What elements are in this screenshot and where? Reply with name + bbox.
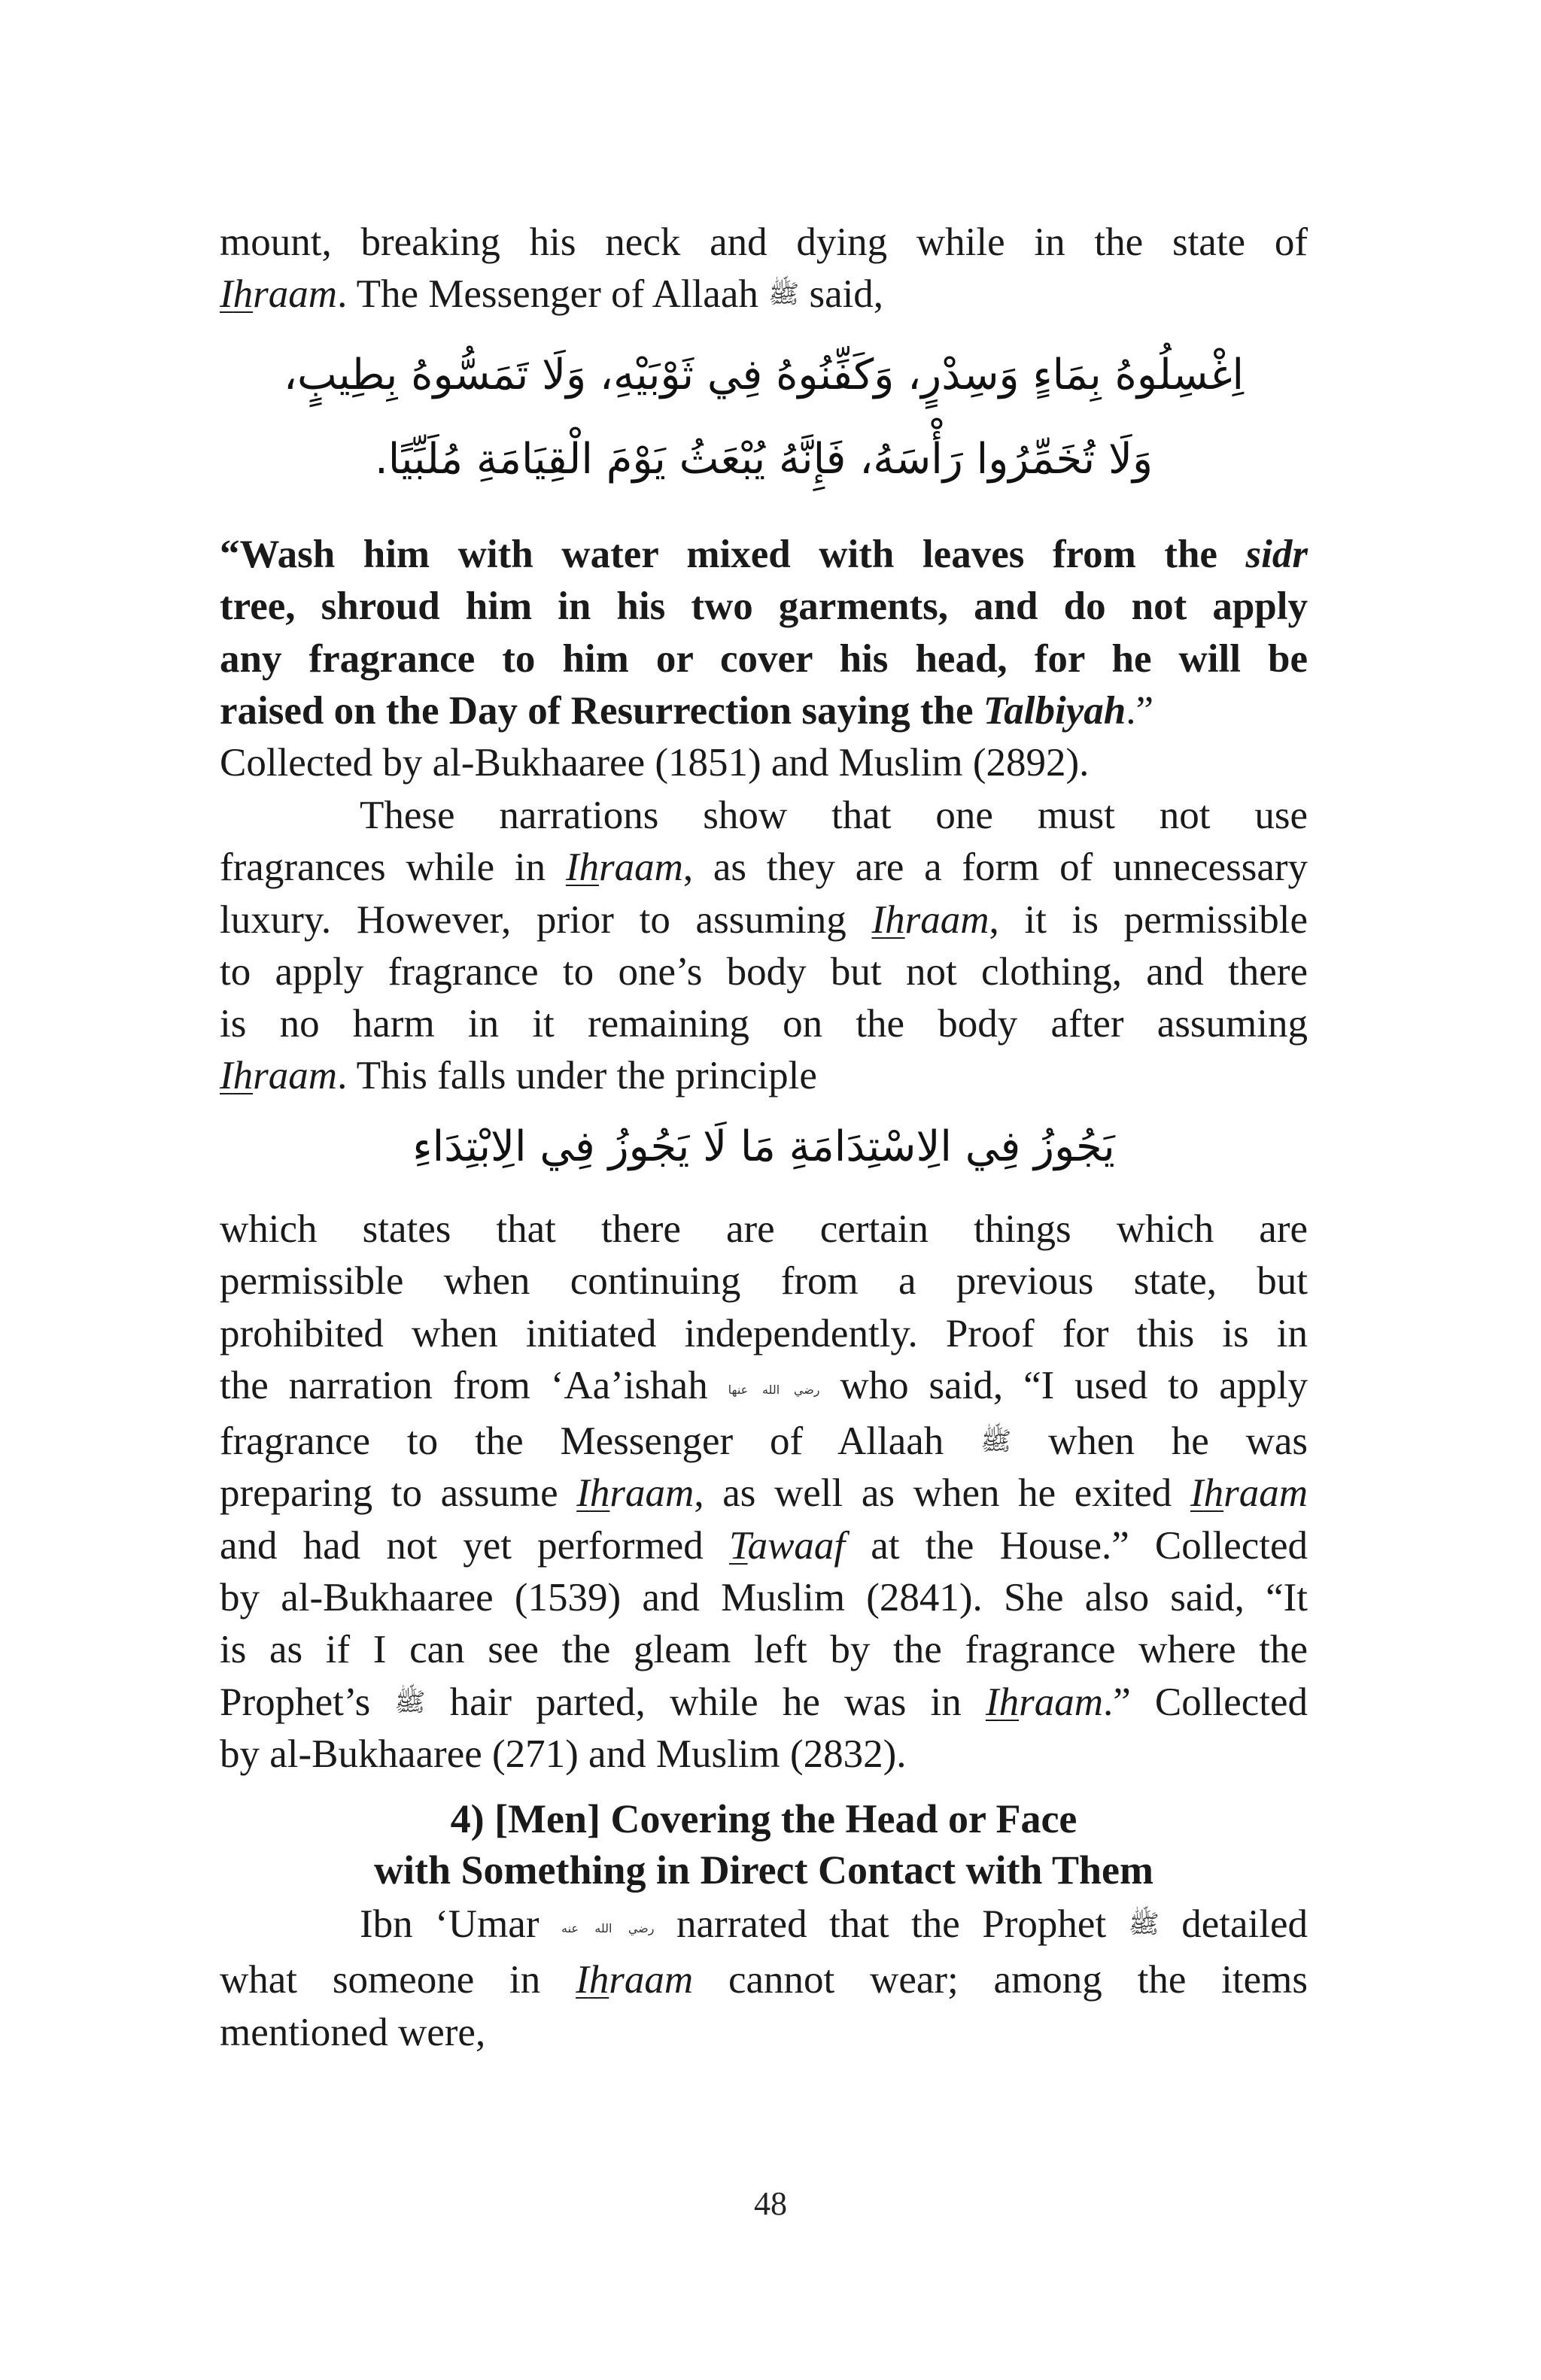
salawat-symbol: ﷺ — [768, 279, 800, 310]
page-number: 48 — [754, 2185, 787, 2222]
text-line: mentioned were, — [220, 2010, 486, 2054]
ibn-umar-paragraph — [220, 1899, 1308, 2059]
text-line: Ibn ‘Umar رضي الله عنه narrated that the Prophet ﷺ detailed — [360, 1902, 1308, 1946]
arabic-line: اِغْسِلُوهُ بِمَاءٍ وَسِدْرٍ، وَكَفِّنُوهُ فِي ثَوْبَيْهِ، وَلَا تَمَسُّوهُ بِطِيبٍ، — [283, 351, 1245, 399]
text-line: “Wash him with water mixed with leaves from the sidr — [220, 533, 1308, 576]
heading-line: with Something in Direct Contact with Them — [374, 1847, 1153, 1893]
text-line: to apply fragrance to one’s body but not clothing, and there — [220, 949, 1308, 994]
text-line: any fragrance to him or cover his head, for he will be — [220, 636, 1308, 681]
text-line: These narrations show that one must not use — [360, 794, 1308, 837]
radiyallahu-anhu-symbol: رضي الله عنه — [561, 1921, 655, 1935]
text-line: Prophet’s ﷺ hair parted, while he was in Ihraam.” Collected — [220, 1680, 1308, 1724]
section-heading — [220, 1793, 1308, 1896]
radiyallahu-anha-symbol: رضي الله عنها — [728, 1382, 820, 1397]
text-line: which states that there are certain things which are — [220, 1207, 1308, 1251]
text-line: luxury. However, prior to assuming Ihraam, it is permissible — [220, 897, 1308, 942]
salawat-symbol: ﷺ — [1128, 1909, 1160, 1939]
text-line: prohibited when initiated independently. Proof for this is in — [220, 1311, 1308, 1355]
principle-paragraph — [220, 1204, 1308, 1780]
text-line: fragrance to the Messenger of Allaah ﷺ when he was — [220, 1419, 1308, 1464]
heading-line: 4) [Men] Covering the Head or Face — [450, 1796, 1077, 1841]
text-line: raised on the Day of Resurrection saying the Talbiyah.” — [220, 688, 1154, 733]
text-line: is no harm in it remaining on the body after assuming — [220, 1002, 1308, 1046]
text-line: by al-Bukhaaree (271) and Muslim (2832). — [220, 1732, 907, 1776]
text-line: mount, breaking his neck and dying while in the state of — [220, 220, 1308, 264]
arabic-hadith — [220, 338, 1308, 496]
text-line: fragrances while in Ihraam, as they are a form of unnecessary — [220, 845, 1308, 890]
text-line: is as if I can see the gleam left by the fragrance where the — [220, 1628, 1308, 1672]
text-line: tree, shroud him in his two garments, and do not apply — [220, 584, 1308, 629]
text-line: the narration from ‘Aa’ishah رضي الله عنها who said, “I used to apply — [220, 1363, 1308, 1407]
text-line: Ihraam. The Messenger of Allaah ﷺ said, — [220, 272, 884, 317]
hadith-translation — [220, 529, 1308, 789]
text-line: Ihraam. This falls under the principle — [220, 1054, 817, 1098]
salawat-symbol: ﷺ — [394, 1686, 426, 1717]
text-line: permissible when continuing from a previous state, but — [220, 1259, 1308, 1304]
text-line: by al-Bukhaaree (1539) and Muslim (2841). She also said, “It — [220, 1576, 1308, 1620]
salawat-symbol: ﷺ — [980, 1426, 1012, 1457]
text-line: preparing to assume Ihraam, as well as when he exited Ihraam — [220, 1471, 1308, 1516]
text-line: what someone in Ihraam cannot wear; among the items — [220, 1958, 1308, 2002]
arabic-principle — [220, 1106, 1308, 1188]
narrations-paragraph — [220, 790, 1308, 1103]
citation: Collected by al-Bukhaaree (1851) and Muslim (2892). — [220, 741, 1090, 785]
intro-paragraph — [220, 217, 1308, 321]
arabic-line: يَجُوزُ فِي الِاسْتِدَامَةِ مَا لَا يَجُوزُ فِي الِابْتِدَاءِ — [412, 1122, 1115, 1171]
arabic-line: وَلَا تُخَمِّرُوا رَأْسَهُ، فَإِنَّهُ يُبْعَثُ يَوْمَ الْقِيَامَةِ مُلَبِّيًا. — [374, 435, 1153, 484]
text-line: and had not yet performed Tawaaf at the House.” Collected — [220, 1523, 1308, 1568]
